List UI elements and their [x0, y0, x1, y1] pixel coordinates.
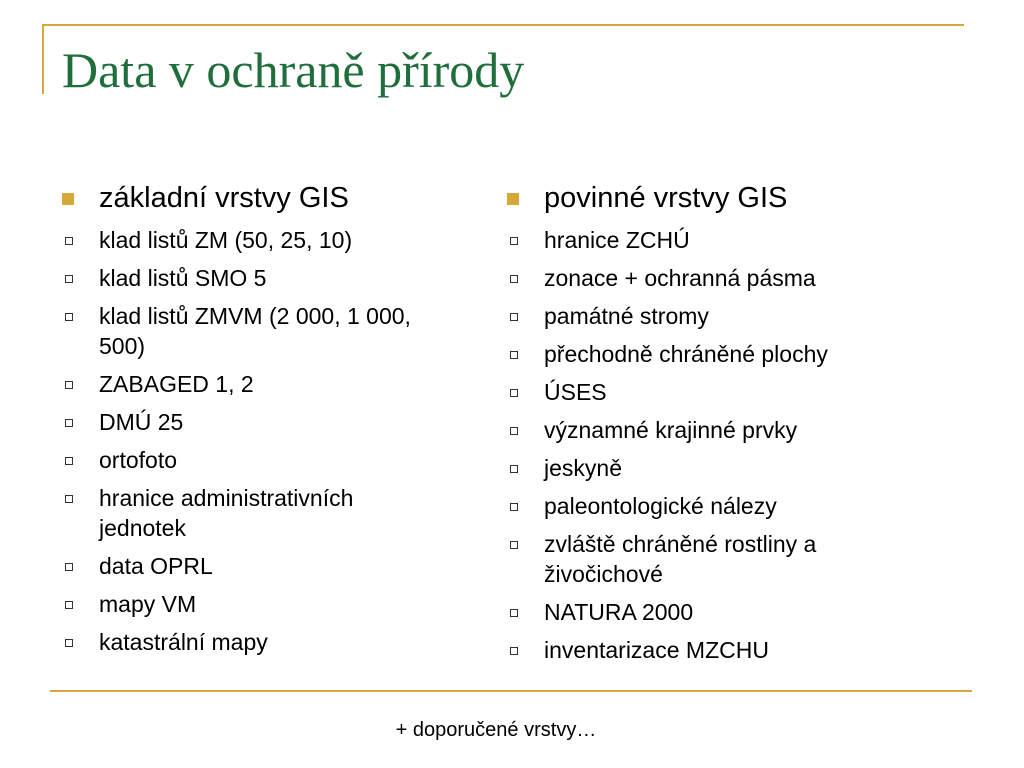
hollow-square-bullet-icon [65, 275, 73, 283]
list-item: památné stromy [507, 301, 934, 331]
list-item: přechodně chráněné plochy [507, 339, 934, 369]
list-item: NATURA 2000 [507, 597, 934, 627]
list-item: ortofoto [62, 445, 444, 475]
hollow-square-bullet-icon [510, 237, 518, 245]
square-bullet-icon [507, 193, 519, 205]
hollow-square-bullet-icon [65, 601, 73, 609]
list-item: mapy VM [62, 589, 444, 619]
hollow-square-bullet-icon [65, 381, 73, 389]
right-main-bullet-item [507, 180, 947, 216]
list-item: klad listů ZMVM (2 000, 1 000, 500) [62, 301, 444, 361]
right-heading: povinné vrstvy GIS [544, 182, 788, 214]
list-item: klad listů SMO 5 [62, 263, 444, 293]
footer-text: + doporučené vrstvy… [395, 719, 597, 741]
list-item: inventarizace MZCHU [507, 635, 934, 665]
hollow-square-bullet-icon [510, 647, 518, 655]
bottom-divider [50, 690, 972, 692]
hollow-square-bullet-icon [510, 275, 518, 283]
right-sub-list [507, 225, 947, 665]
hollow-square-bullet-icon [510, 427, 518, 435]
left-heading: základní vrstvy GIS [99, 182, 349, 214]
hollow-square-bullet-icon [65, 313, 73, 321]
square-bullet-icon [62, 193, 74, 205]
list-item: významné krajinné prvky [507, 415, 934, 445]
left-column [62, 180, 462, 665]
hollow-square-bullet-icon [510, 313, 518, 321]
slide-title: Data v ochraně přírody [62, 42, 525, 98]
list-item: zonace + ochranná pásma [507, 263, 934, 293]
hollow-square-bullet-icon [510, 609, 518, 617]
list-item: jeskyně [507, 453, 934, 483]
hollow-square-bullet-icon [65, 457, 73, 465]
list-item: hranice administrativních jednotek [62, 483, 444, 543]
hollow-square-bullet-icon [510, 503, 518, 511]
list-item: katastrální mapy [62, 627, 444, 657]
list-item: DMÚ 25 [62, 407, 444, 437]
left-main-bullet-item [62, 180, 462, 216]
list-item: paleontologické nálezy [507, 491, 934, 521]
hollow-square-bullet-icon [65, 419, 73, 427]
list-item: zvláště chráněné rostliny a živočichové [507, 529, 934, 589]
hollow-square-bullet-icon [510, 351, 518, 359]
hollow-square-bullet-icon [65, 639, 73, 647]
left-sub-list [62, 225, 462, 657]
hollow-square-bullet-icon [510, 465, 518, 473]
list-item: klad listů ZM (50, 25, 10) [62, 225, 444, 255]
left-divider [42, 24, 44, 94]
top-divider [42, 24, 964, 26]
list-item: ÚSES [507, 377, 934, 407]
list-item: data OPRL [62, 551, 444, 581]
hollow-square-bullet-icon [510, 389, 518, 397]
hollow-square-bullet-icon [65, 237, 73, 245]
footer-note [0, 716, 1024, 744]
hollow-square-bullet-icon [510, 541, 518, 549]
right-column [507, 180, 947, 673]
hollow-square-bullet-icon [65, 495, 73, 503]
list-item: ZABAGED 1, 2 [62, 369, 444, 399]
list-item: hranice ZCHÚ [507, 225, 934, 255]
hollow-square-bullet-icon [65, 563, 73, 571]
